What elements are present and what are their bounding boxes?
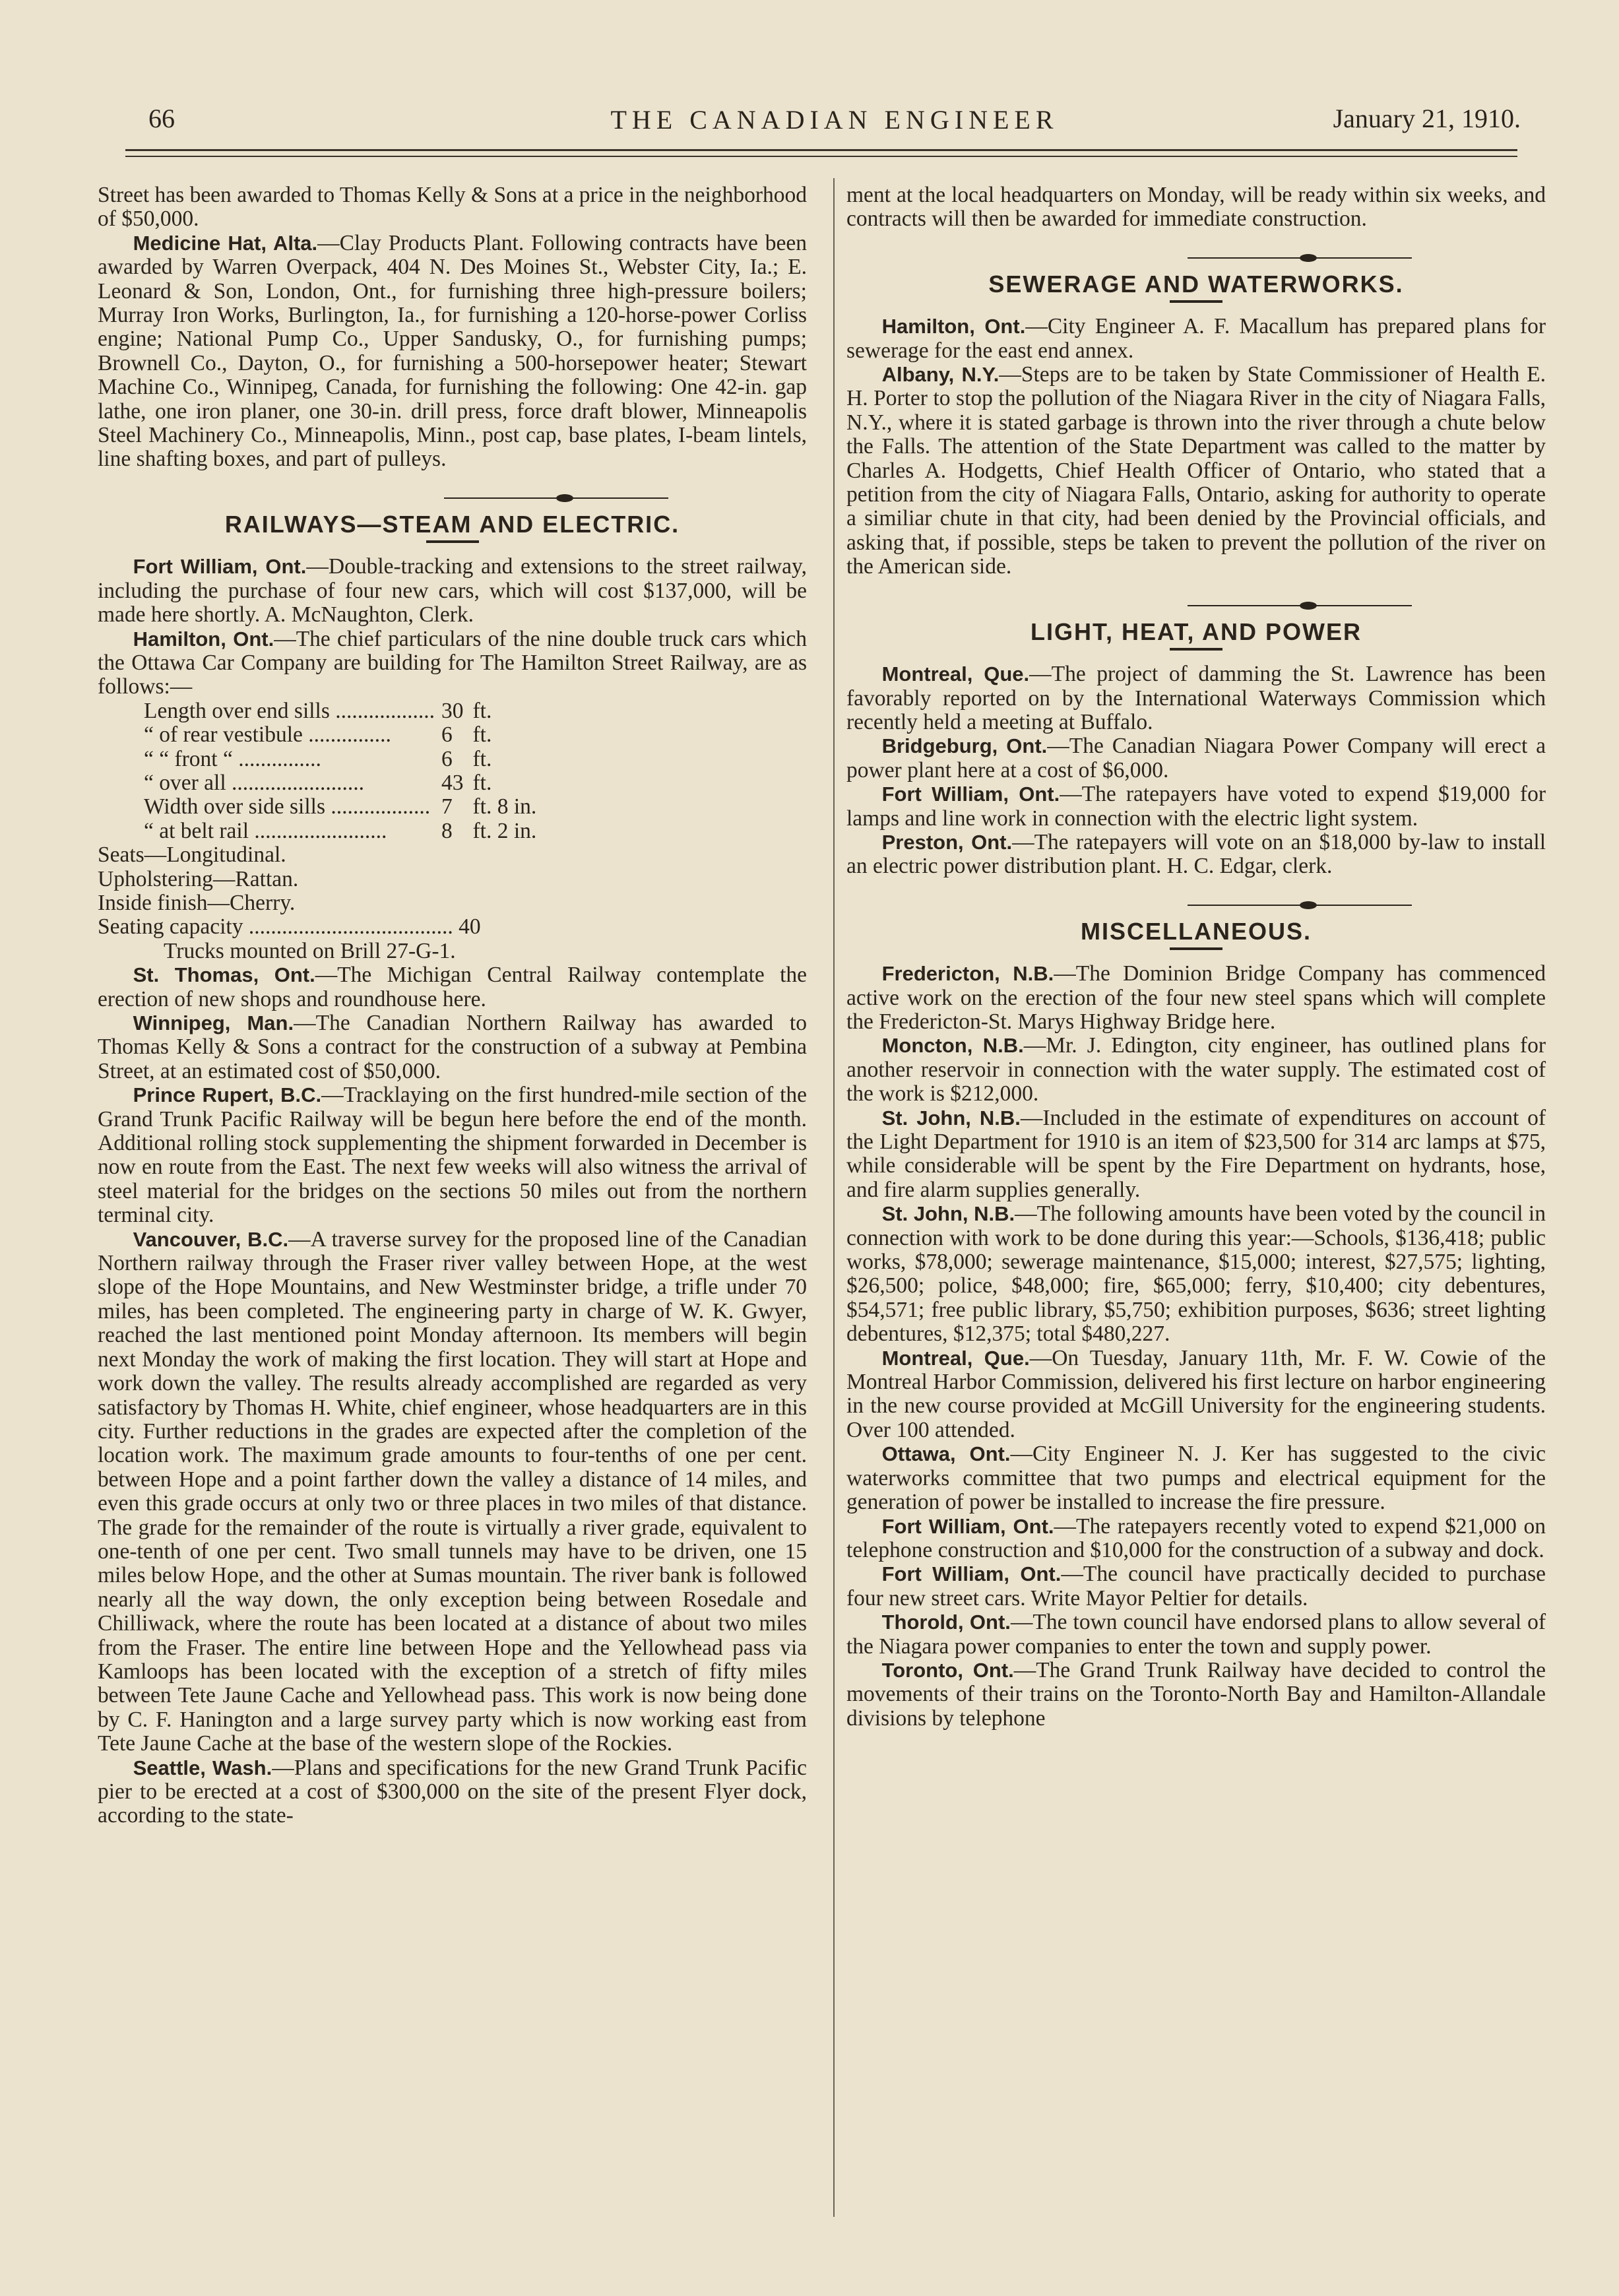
spec-unit: ft.	[472, 770, 492, 795]
item-ottawa	[846, 1442, 1546, 1514]
item-place: Preston, Ont.	[881, 830, 1013, 854]
item-place: Fort William, Ont.	[881, 1514, 1054, 1538]
item-text: —Included in the estimate of expenditures on account of the Light Department for 1910 is an item of $23,500 for 314 arc lamps at $75, while considerable will be spent by the Fire Department on hydrants, hose, and fire alarm supplies generally.	[846, 1105, 1546, 1202]
item-text: —City Engineer N. J. Ker has suggested to the civic waterworks committee that two pumps and electrical equipment for the generation of power be installed to increase the fire pressure.	[846, 1442, 1546, 1515]
item-place: Thorold, Ont.	[881, 1610, 1011, 1634]
spec-value: 6	[441, 746, 453, 771]
section-heading-light: LIGHT, HEAT, AND POWER	[1031, 618, 1362, 645]
section-ornament	[98, 485, 807, 498]
issue-date: January 21, 1910.	[1333, 104, 1521, 133]
spec-upholstering: Upholstering—Rattan.	[98, 866, 299, 891]
item-text: —The Grand Trunk Railway have decided to control the movements of their trains on the Toronto-North Bay and Hamilton-Allandale divisions by telephone	[846, 1657, 1546, 1731]
continued-paragraph: Street has been awarded to Thomas Kelly & Sons at a price in the neighborhood of $50,000.	[98, 183, 807, 232]
item-place: Fredericton, N.B.	[881, 962, 1054, 986]
item-text: —The project of damming the St. Lawrence has been favorably reported on by the International Waterways Commission which recently held a meeting at Buffalo.	[846, 662, 1546, 734]
spec-row	[144, 699, 536, 723]
item-bridgeburg	[846, 734, 1546, 782]
spec-label: “ over all ........................	[144, 770, 365, 795]
item-st-thomas	[98, 963, 807, 1011]
spec-finish: Inside finish—Cherry.	[98, 890, 296, 915]
spec-row	[144, 723, 536, 747]
item-fort-william	[846, 1562, 1546, 1610]
item-hamilton	[98, 627, 807, 699]
item-text: —Tracklaying on the first hundred-mile section of the Grand Trunk Pacific Railway will be begun here before the end of the month. Additional rolling stock supplementing the shipment forwarded in December is now en route from the East. The next few weeks will also witness the arrival of steel material for the bridges on the sections 50 miles out from the northern terminal city.	[98, 1083, 808, 1228]
item-medicine-hat	[98, 232, 807, 472]
spec-unit: ft.	[472, 722, 492, 748]
item-text: —The Canadian Northern Railway has awarded to Thomas Kelly & Sons a contract for the construction of a subway at Pembina Street, at an estimated cost of $50,000.	[98, 1011, 807, 1083]
item-montreal	[846, 662, 1546, 734]
item-text: —The Canadian Niagara Power Company will erect a power plant here at a cost of $6,000.	[846, 734, 1546, 782]
continued-paragraph: ment at the local headquarters on Monday, will be ready within six weeks, and contracts will then be awarded for immediate construction.	[846, 183, 1546, 232]
left-column	[98, 183, 807, 1828]
item-place: Prince Rupert, B.C.	[133, 1083, 322, 1107]
journal-title: THE CANADIAN ENGINEER	[610, 105, 1059, 135]
item-thorold	[846, 1610, 1546, 1659]
item-place: Fort William, Ont.	[133, 555, 307, 579]
section-ornament	[846, 592, 1546, 606]
spec-unit: ft.	[472, 698, 492, 723]
spec-value: 43	[441, 770, 464, 795]
item-preston	[846, 831, 1546, 879]
item-fredericton	[846, 962, 1546, 1034]
spec-seating-value: 40	[459, 914, 481, 940]
item-text: —Clay Products Plant. Following contracts have been awarded by Warren Overpack, 404 N. Des Moines St., Webster City, Ia.; E. Leonard & Son, London, Ont., for furnishing three high-pressure boilers; Murray Iron Works, Burlington, Ia., for furnishing a 120-horse-power Corliss engine; National Pump Co., Upper Sandusky, O., for furnishing pumps; Brownell Co., Dayton, O., for furnishing a 500-horsepower heater; Stewart Machine Co., Winnipeg, Canada, for furnishing the following: One 42-in. gap lathe, one iron planer, one 30-in. drill press, force draft blower, Minneapolis Steel Machinery Co., Minneapolis, Minn., post cap, base plates, I-beam lintels, line shafting boxes, and part of pulleys.	[98, 230, 807, 472]
item-text: —The town council have endorsed plans to allow several of the Niagara power companies to enter the town and supply power.	[846, 1610, 1546, 1659]
item-st-john	[846, 1202, 1546, 1346]
header-rule-thin	[125, 156, 1517, 157]
item-prince-rupert	[98, 1083, 807, 1227]
spec-unit: ft. 2 in.	[472, 818, 537, 843]
item-place: St. John, N.B.	[881, 1202, 1015, 1226]
spec-label: Length over end sills ..................	[144, 698, 435, 723]
header-rule	[125, 149, 1517, 151]
spec-row	[144, 795, 536, 819]
item-seattle	[98, 1756, 807, 1828]
item-place: Seattle, Wash.	[133, 1756, 272, 1779]
spec-table	[144, 699, 536, 843]
item-place: Toronto, Ont.	[881, 1658, 1014, 1682]
spec-value: 30	[441, 698, 464, 723]
item-fort-william	[98, 555, 807, 627]
page-number: 66	[148, 104, 175, 133]
spec-row	[144, 819, 536, 843]
item-text: —The chief particulars of the nine double truck cars which the Ottawa Car Company are building for The Hamilton Street Railway, are as follows:—	[98, 626, 807, 699]
item-text: —The ratepayers will vote on an $18,000 by-law to install an electric power distribution plant. H. C. Edgar, clerk.	[846, 829, 1546, 879]
item-place: Moncton, N.B.	[881, 1034, 1024, 1058]
spec-label: “ of rear vestibule ...............	[144, 722, 391, 748]
spec-label: “ at belt rail ........................	[144, 818, 387, 843]
item-toronto	[846, 1659, 1546, 1731]
item-montreal	[846, 1347, 1546, 1443]
spec-row	[144, 748, 536, 771]
item-winnipeg	[98, 1011, 807, 1083]
spec-row	[144, 771, 536, 795]
page-header	[148, 99, 1521, 145]
item-text: —Steps are to be taken by State Commissioner of Health E. H. Porter to stop the pollution of the Niagara River in the city of Niagara Falls, N.Y., where it is stated garbage is thrown into the river through a chute below the Falls. The attention of the State Department was called to the matter by Charles A. Hodgetts, Chief Health Officer of Ontario, who stated that a petition from the city of Niagara Falls, Ontario, asking for authority to operate a similiar chute in that city, had been denied by the Provincial officials, and asking that, if possible, steps be taken to prevent the pollution of the river on the American side.	[846, 362, 1546, 579]
item-text: —The following amounts have been voted by the council in connection with work to be done during this year:—Schools, $136,418; public works, $78,000; sewerage maintenance, $15,000; interest, $27,575; lighting, $26,500; police, $48,000; fire, $65,000; ferry, $10,400; city debentures, $54,571; free public library, $5,750; exhibition purposes, $636; street lighting debentures, $12,375; total $480,227.	[846, 1201, 1546, 1347]
item-vancouver	[98, 1228, 807, 1756]
item-text: —The ratepayers recently voted to expend $21,000 on telephone construction and $10,000 for the construction of a subway and dock.	[846, 1514, 1546, 1562]
item-place: Hamilton, Ont.	[881, 315, 1026, 338]
item-place: Bridgeburg, Ont.	[881, 734, 1048, 758]
section-ornament	[846, 892, 1546, 905]
item-place: Hamilton, Ont.	[133, 627, 274, 651]
heading-underline	[1170, 947, 1222, 950]
item-text: —City Engineer A. F. Macallum has prepared plans for sewerage for the east end annex.	[846, 314, 1546, 363]
spec-label: “ “ front “ ...............	[144, 746, 321, 771]
item-place: Winnipeg, Man.	[133, 1011, 294, 1035]
item-place: Vancouver, B.C.	[133, 1227, 289, 1251]
item-place: Ottawa, Ont.	[881, 1442, 1011, 1466]
spec-seats: Seats—Longitudinal.	[98, 843, 286, 868]
spec-unit: ft. 8 in.	[472, 794, 537, 819]
spec-value: 6	[441, 722, 453, 748]
item-fort-william	[846, 1515, 1546, 1563]
section-ornament	[846, 245, 1546, 258]
item-text: —The council have practically decided to purchase four new street cars. Write Mayor Peltier for details.	[846, 1562, 1546, 1610]
item-place: Medicine Hat, Alta.	[133, 231, 318, 255]
item-place: St. Thomas, Ont.	[133, 963, 315, 987]
spec-seating	[98, 915, 807, 939]
heading-underline	[426, 540, 479, 543]
spec-unit: ft.	[472, 746, 492, 771]
item-fort-william	[846, 782, 1546, 831]
item-text: —Mr. J. Edington, city engineer, has outlined plans for another reservoir in connection with the water supply. The estimated cost of the work is $212,000.	[846, 1033, 1546, 1106]
heading-underline	[1170, 300, 1222, 303]
item-place: Montreal, Que.	[881, 662, 1030, 686]
item-text: —Double-tracking and extensions to the street railway, including the purchase of four new cars, which will cost $137,000, will be made here shortly. A. McNaughton, Clerk.	[98, 554, 807, 627]
heading-underline	[1170, 648, 1222, 651]
item-place: Montreal, Que.	[881, 1346, 1030, 1370]
right-column	[846, 183, 1546, 1731]
spec-seating-label: Seating capacity .....................................	[98, 914, 453, 940]
spec-value: 7	[441, 794, 453, 819]
item-place: Fort William, Ont.	[881, 782, 1060, 806]
item-albany	[846, 363, 1546, 579]
spec-value: 8	[441, 818, 453, 843]
item-place: Albany, N.Y.	[881, 363, 1000, 387]
item-hamilton	[846, 315, 1546, 363]
spec-trucks: Trucks mounted on Brill 27-G-1.	[164, 938, 456, 963]
item-moncton	[846, 1034, 1546, 1106]
item-place: Fort William, Ont.	[881, 1562, 1062, 1586]
item-text: —A traverse survey for the proposed line of the Canadian Northern railway through the Fraser river valley between Hope, at the west slope of the Hope Mountains, and New Westminster bridge, a trifle under 70 miles, has been completed. The engineering party in charge of W. K. Gwyer, reached the last mentioned point Monday afternoon. Its members will begin next Monday the work of making the first location. They will start at Hope and work down the valley. The results already accomplished are regarded as very satisfactory by Thomas H. White, chief engineer, whose headquarters are in this city. Further reductions in the grades are expected after the completion of the location work. The maximum grade amounts to four-tenths of one per cent. between Hope and a point farther down the valley a distance of 14 miles, and even this grade occurs at only two or three places in two miles of that distance. The grade for the remainder of the route is virtually a river grade, equivalent to one-tenth of one per cent. Two small tunnels may have to be driven, one 15 miles below Hope, and the other at Sumas mountain. The river bank is followed nearly all the way down, the only exception being between Rosedale and Chilliwack, where the route has been located at a distance of about two miles from the Fraser. The entire line between Hope and the Yellowhead pass via Kamloops has been located with the exception of a stretch of fifty miles between Tete Jaune Cache and Yellowhead pass. This work is now being done by C. F. Hanington and a large survey party which is now working east from Tete Jaune Cache at the base of the western slope of the Rockies.	[98, 1227, 807, 1756]
item-text: —The Michigan Central Railway contemplate the erection of new shops and roundhouse here.	[98, 963, 807, 1011]
column-divider	[833, 178, 835, 2217]
section-heading-railways: RAILWAYS—STEAM AND ELECTRIC.	[224, 510, 680, 538]
section-heading-misc: MISCELLANEOUS.	[1080, 917, 1312, 945]
item-place: St. John, N.B.	[881, 1106, 1021, 1130]
spec-label: Width over side sills ..................	[144, 794, 431, 819]
item-text: —On Tuesday, January 11th, Mr. F. W. Cowie of the Montreal Harbor Commission, delivered his first lecture on harbor engineering in the new course provided at McGill University for the engineering students. Over 100 attended.	[846, 1345, 1546, 1442]
item-text: —The ratepayers have voted to expend $19,000 for lamps and line work in connection with the electric light system.	[846, 782, 1546, 831]
item-text: —The Dominion Bridge Company has commenced active work on the erection of the four new steel spans which will complete the Fredericton-St. Marys Highway Bridge here.	[846, 961, 1546, 1034]
item-text: —Plans and specifications for the new Grand Trunk Pacific pier to be erected at a cost of $300,000 on the site of the present Flyer dock, according to the state-	[98, 1755, 807, 1828]
section-heading-sewerage: SEWERAGE AND WATERWORKS.	[988, 270, 1404, 298]
item-st-john	[846, 1106, 1546, 1203]
